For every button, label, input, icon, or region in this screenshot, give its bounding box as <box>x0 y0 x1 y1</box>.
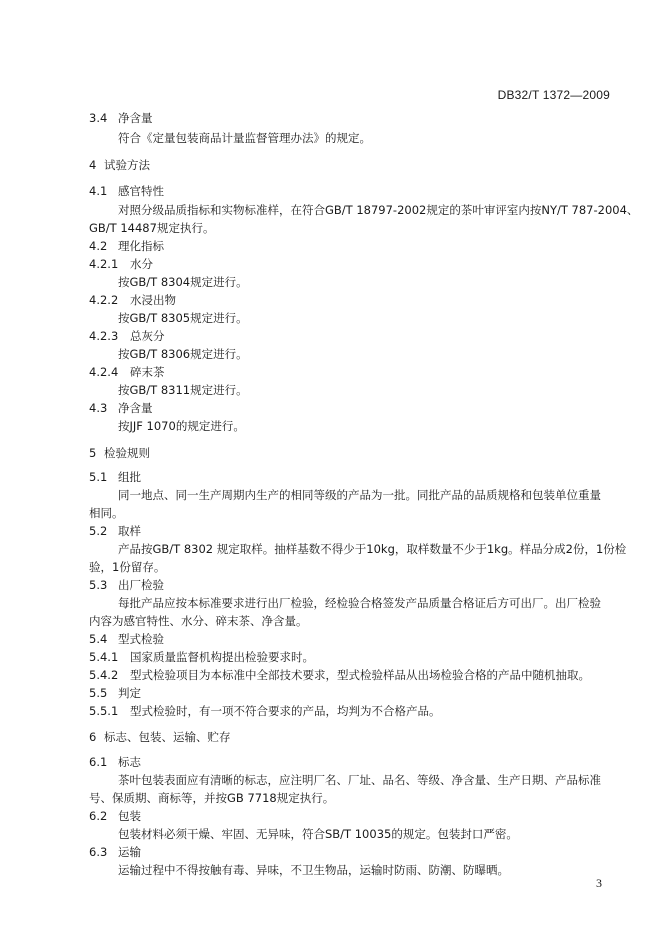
section-title: 净含量 <box>118 111 153 125</box>
paragraph-text: 包装材料必须干燥、牢固、无异味，符合SB/T 10035的规定。包装封口严密。 <box>118 827 518 841</box>
subsection-number: 4.2.3 <box>89 329 119 343</box>
section-title: 取样 <box>118 524 141 538</box>
paragraph-text: 验，1份留存。 <box>89 560 166 574</box>
chapter-title: 标志、包装、运输、贮存 <box>104 730 231 744</box>
section-title: 净含量 <box>118 401 153 415</box>
subsection-number: 5.4.1 <box>89 650 119 664</box>
chapter-title: 检验规则 <box>104 446 150 460</box>
section-title: 出厂检验 <box>118 578 164 592</box>
section-title: 感官特性 <box>118 184 164 198</box>
subsection-number: 5.5.1 <box>89 704 119 718</box>
section-title: 理化指标 <box>118 239 164 253</box>
section-number: 5.5 <box>89 686 108 700</box>
subsection-number: 4.2.1 <box>89 257 119 271</box>
document-number: DB32/T 1372—2009 <box>497 88 610 102</box>
subsection-number: 4.2.4 <box>89 365 119 379</box>
section-number: 5.3 <box>89 578 108 592</box>
page-number: 3 <box>596 876 602 890</box>
paragraph-text: 内容为感官特性、水分、碎末茶、净含量。 <box>89 614 308 628</box>
chapter-number: 6 <box>89 730 97 744</box>
paragraph-text: 按GB/T 8305规定进行。 <box>118 311 248 325</box>
chapter-number: 5 <box>89 446 97 460</box>
section-number: 5.1 <box>89 470 108 484</box>
paragraph-text: 产品按GB/T 8302 规定取样。抽样基数不得少于10kg，取样数量不少于1kg。样品分成2份，1份检 <box>118 542 627 556</box>
paragraph-text: 型式检验时，有一项不符合要求的产品，均判为不合格产品。 <box>130 704 441 718</box>
section-title: 组批 <box>118 470 141 484</box>
chapter-number: 4 <box>89 158 97 172</box>
subsection-title: 碎末茶 <box>130 365 165 379</box>
section-number: 6.3 <box>89 845 108 859</box>
paragraph-text: 对照分级品质指标和实物标准样，在符合GB/T 18797-2002规定的茶叶审评室内按NY/T 787-2004、 <box>118 203 639 217</box>
subsection-title: 水浸出物 <box>130 293 176 307</box>
section-title: 运输 <box>118 845 141 859</box>
paragraph-text: 按JJF 1070的规定进行。 <box>118 419 245 433</box>
section-title: 标志 <box>118 755 141 769</box>
section-number: 4.3 <box>89 401 108 415</box>
paragraph-text: 国家质量监督机构提出检验要求时。 <box>130 650 314 664</box>
section-number: 5.4 <box>89 632 108 646</box>
subsection-number: 4.2.2 <box>89 293 119 307</box>
subsection-title: 总灰分 <box>130 329 165 343</box>
paragraph-text: 每批产品应按本标准要求进行出厂检验，经检验合格签发产品质量合格证后方可出厂。出厂检验 <box>118 596 601 610</box>
section-title: 包装 <box>118 809 141 823</box>
section-number: 6.1 <box>89 755 108 769</box>
paragraph-text: 符合《定量包装商品计量监督管理办法》的规定。 <box>118 131 371 145</box>
section-number: 6.2 <box>89 809 108 823</box>
paragraph-text: GB/T 14487规定执行。 <box>89 221 215 235</box>
subsection-title: 水分 <box>130 257 153 271</box>
paragraph-text: 按GB/T 8304规定进行。 <box>118 275 248 289</box>
section-number: 4.1 <box>89 184 108 198</box>
paragraph-text: 按GB/T 8306规定进行。 <box>118 347 248 361</box>
paragraph-text: 型式检验项目为本标准中全部技术要求，型式检验样品从出场检验合格的产品中随机抽取。 <box>130 668 590 682</box>
paragraph-text: 同一地点、同一生产周期内生产的相同等级的产品为一批。同批产品的品质规格和包装单位重量 <box>118 488 601 502</box>
section-number: 5.2 <box>89 524 108 538</box>
paragraph-text: 茶叶包装表面应有清晰的标志，应注明厂名、厂址、品名、等级、净含量、生产日期、产品标准 <box>118 773 601 787</box>
section-number: 3.4 <box>89 111 108 125</box>
paragraph-text: 运输过程中不得按触有毒、异味，不卫生物品，运输时防雨、防潮、防曝晒。 <box>118 863 509 877</box>
paragraph-text: 相同。 <box>89 506 124 520</box>
subsection-number: 5.4.2 <box>89 668 119 682</box>
chapter-title: 试验方法 <box>104 158 150 172</box>
paragraph-text: 号、保质期、商标等，并按GB 7718规定执行。 <box>89 791 335 805</box>
section-title: 型式检验 <box>118 632 164 646</box>
paragraph-text: 按GB/T 8311规定进行。 <box>118 383 248 397</box>
section-number: 4.2 <box>89 239 108 253</box>
section-title: 判定 <box>118 686 141 700</box>
